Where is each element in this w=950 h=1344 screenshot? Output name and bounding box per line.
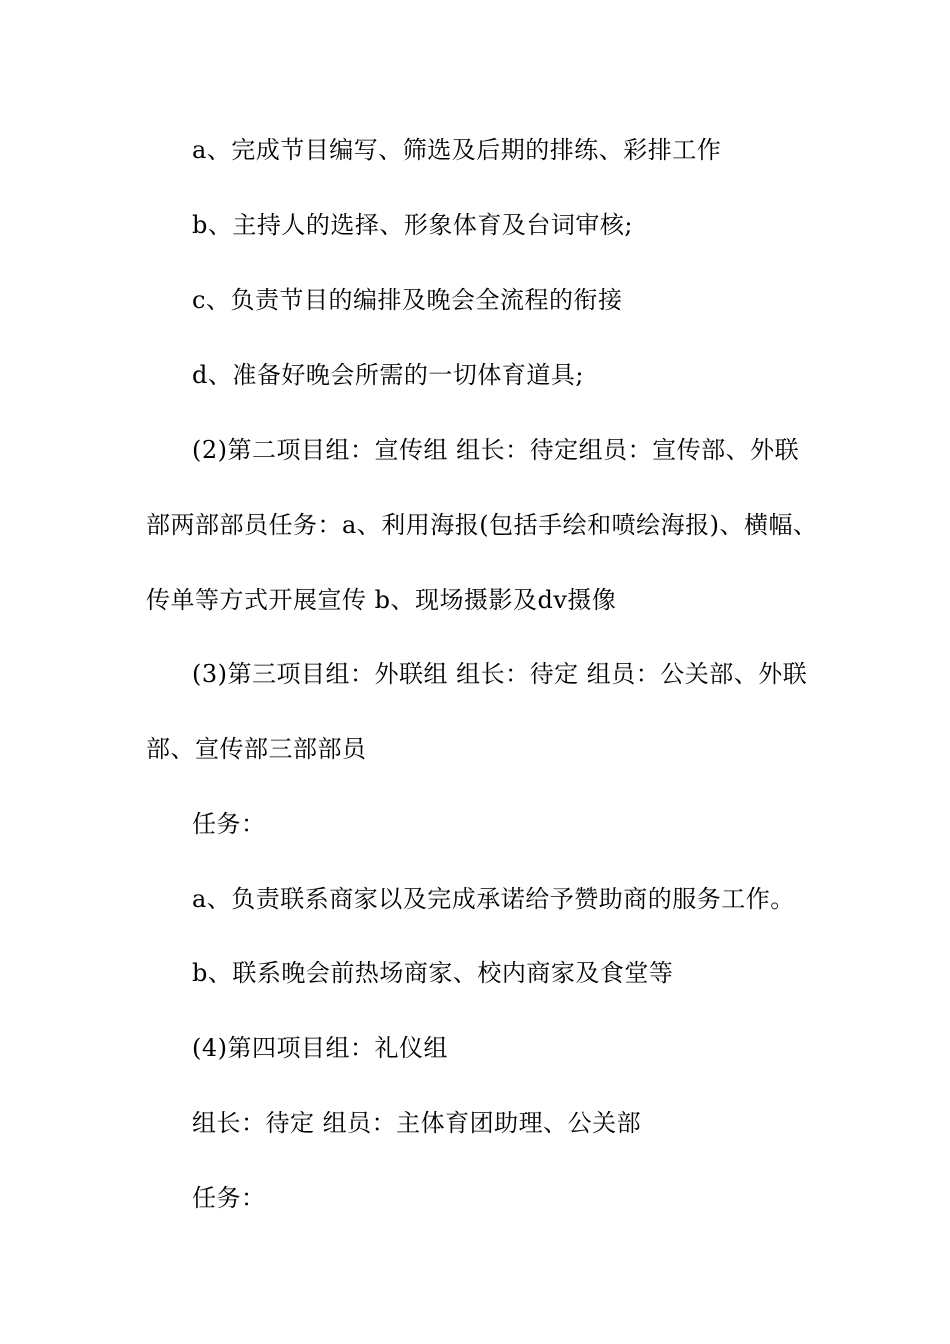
text-line-2: b、主持人的选择、形象体育及台词审核; (192, 211, 633, 239)
text-line-5: (2)第二项目组：宣传组 组长：待定组员：宣传部、外联 (192, 436, 800, 464)
text-line-3: c、负责节目的编排及晚会全流程的衔接 (192, 286, 623, 314)
text-line-6: 部两部部员任务：a、利用海报(包括手绘和喷绘海报)、横幅、 (146, 511, 818, 539)
text-line-11: a、负责联系商家以及完成承诺给予赞助商的服务工作。 (192, 885, 795, 913)
text-line-10: 任务： (192, 810, 266, 838)
text-line-1: a、完成节目编写、筛选及后期的排练、彩排工作 (192, 136, 722, 164)
text-line-13: (4)第四项目组：礼仪组 (192, 1034, 448, 1062)
text-line-12: b、联系晚会前热场商家、校内商家及食堂等 (192, 959, 674, 987)
text-line-4: d、准备好晚会所需的一切体育道具; (192, 361, 584, 389)
text-line-8: (3)第三项目组：外联组 组长：待定 组员：公关部、外联 (192, 660, 808, 688)
text-line-7: 传单等方式开展宣传 b、现场摄影及dv摄像 (146, 586, 617, 614)
text-line-9: 部、宣传部三部部员 (146, 735, 367, 763)
text-line-14: 组长：待定 组员：主体育团助理、公关部 (192, 1109, 642, 1137)
text-line-15: 任务： (192, 1184, 266, 1212)
